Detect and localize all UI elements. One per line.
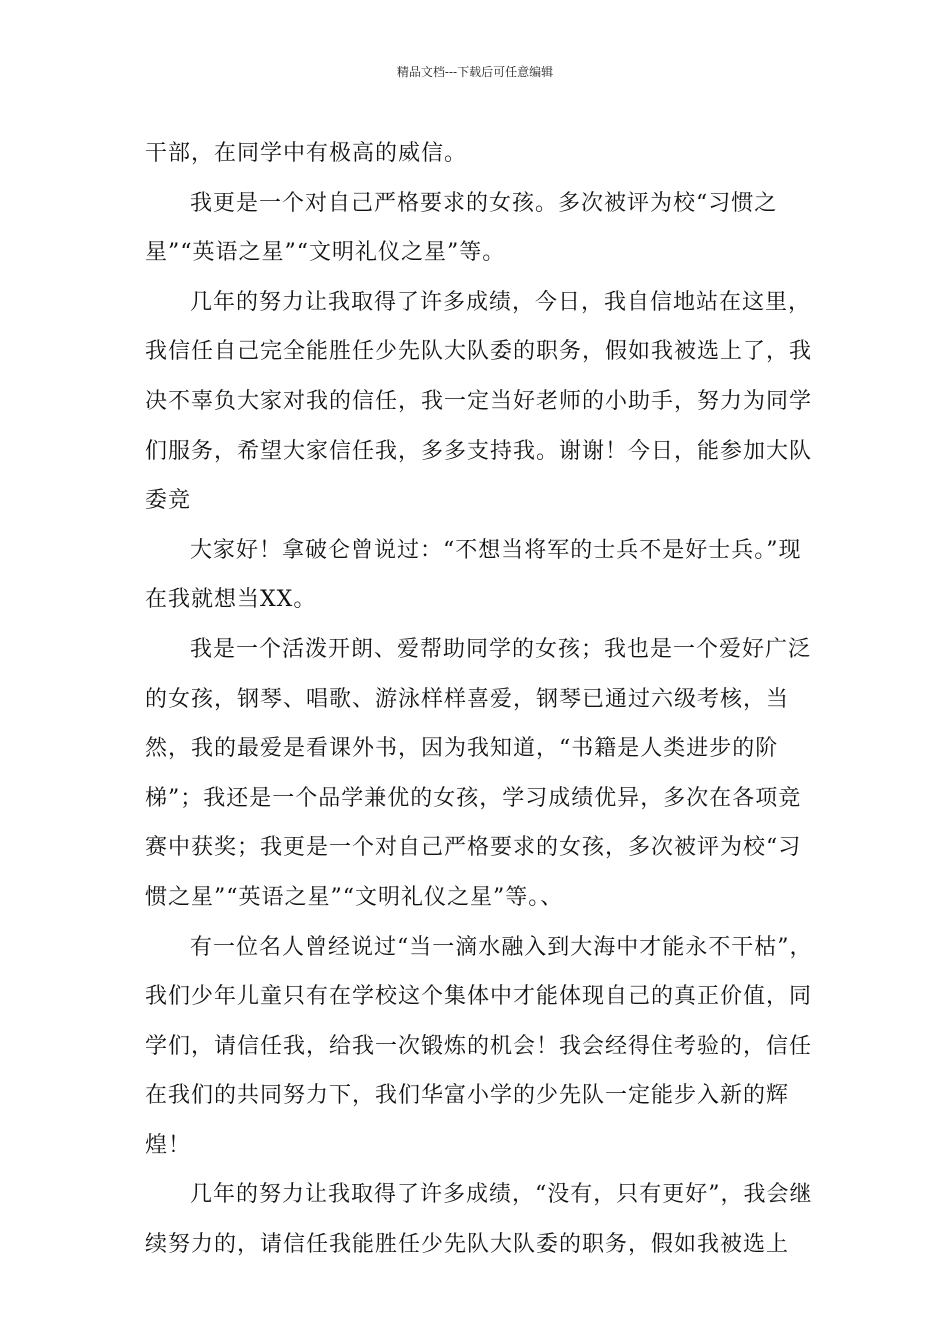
paragraph-2: 我更是一个对自己严格要求的女孩。多次被评为校“习惯之星”“英语之星”“文明礼仪之星”等。 [145, 190, 778, 266]
document-body [145, 129, 815, 1270]
paragraph-6: 有一位名人曾经说过“当一滴水融入到大海中才能永不干枯”，我们少年儿童只有在学校这个集体中才能体现自己的真正价值，同学们，请信任我，给我一次锻炼的机会！我会经得住考验的，信任在我们的共同努力下，我们华富小学的少先队一定能步入新的辉煌！ [145, 934, 813, 1158]
paragraph-1: 干部，在同学中有极高的威信。 [145, 141, 468, 166]
paragraph-3: 几年的努力让我取得了许多成绩，今日，我自信地站在这里，我信任自己完全能胜任少先队大队委的职务，假如我被选上了，我决不辜负大家对我的信任，我一定当好老师的小助手，努力为同学们服务，希望大家信任我，多多支持我。谢谢！今日，能参加大队委竞 [145, 289, 813, 514]
paragraph-7: 几年的努力让我取得了许多成绩，“没有，只有更好”，我会继续努力的，请信任我能胜任少先队大队委的职务，假如我被选上 [145, 1182, 813, 1258]
paragraph-4: 大家好！拿破仑曾说过：“不想当将军的士兵不是好士兵。”现在我就想当XX。 [145, 537, 802, 613]
page-header: 精品文档---下载后可任意编辑 [396, 65, 554, 79]
paragraph-5: 我是一个活泼开朗、爱帮助同学的女孩；我也是一个爱好广泛的女孩，钢琴、唱歌、游泳样样喜爱，钢琴已通过六级考核，当然，我的最爱是看课外书，因为我知道，“书籍是人类进步的阶梯”；我还是一个品学兼优的女孩，学习成绩优异，多次在各项竞赛中获奖；我更是一个对自己严格要求的女孩，多次被评为校“习惯之星”“英语之星”“文明礼仪之星”等。、 [145, 636, 812, 910]
